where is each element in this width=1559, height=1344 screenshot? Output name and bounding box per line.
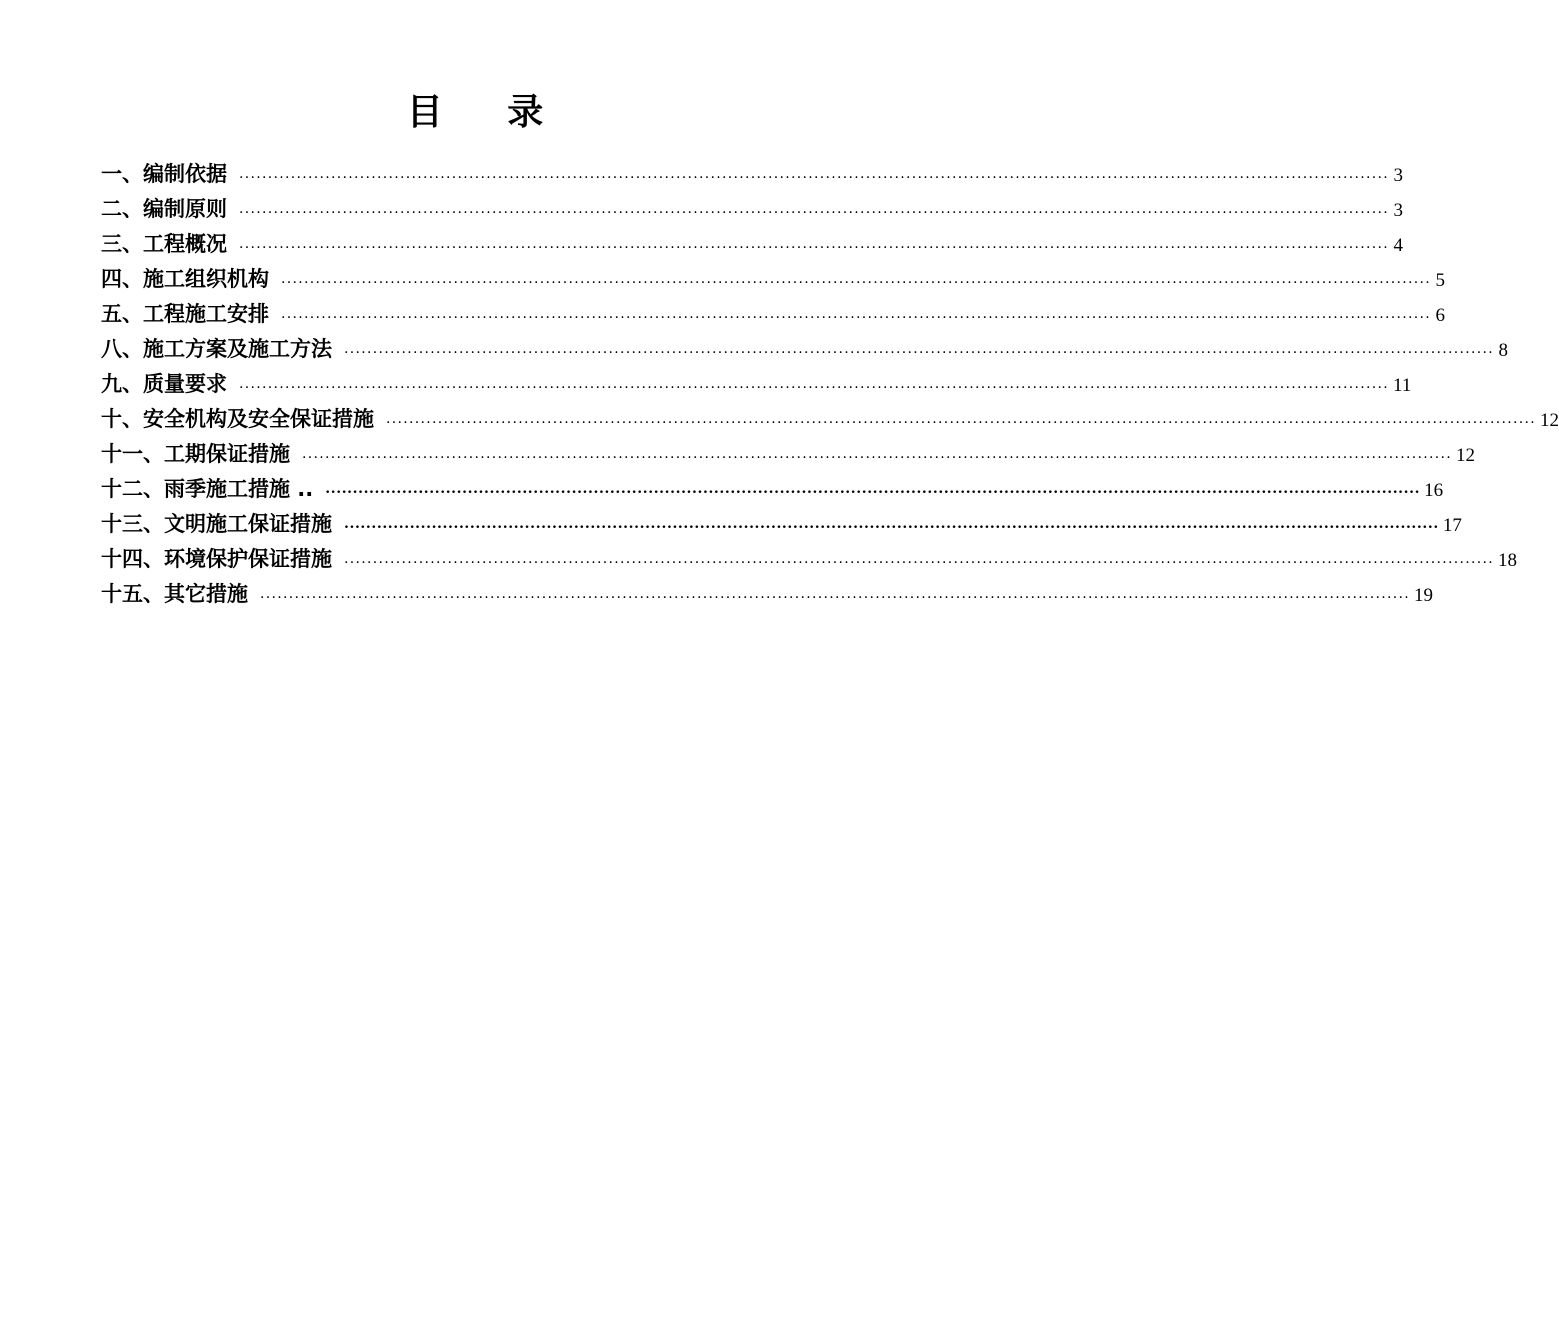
toc-leader-dots: ........................................................................................................................................................................................................ <box>325 481 1421 497</box>
toc-entry-label: 十三、文明施工保证措施 <box>101 512 332 536</box>
toc-entry[interactable] <box>101 332 1509 367</box>
toc-entry-page: 6 <box>1435 305 1446 326</box>
toc-entry-page: 11 <box>1393 375 1412 396</box>
toc-entry[interactable] <box>101 577 1434 612</box>
toc-entry-page: 12 <box>1456 445 1476 466</box>
toc-entry-page: 4 <box>1393 235 1404 256</box>
toc-entry[interactable] <box>101 542 1518 577</box>
toc-entry-page: 8 <box>1498 340 1509 361</box>
toc-leader-dots: ........................................................................................................................................................................................................ <box>239 236 1390 252</box>
toc-entry-page: 17 <box>1442 515 1462 536</box>
toc-entry-label: 十、安全机构及安全保证措施 <box>101 407 374 431</box>
toc-leader-dots: ........................................................................................................................................................................................................ <box>239 376 1390 392</box>
toc-entry-label: 四、施工组织机构 <box>101 267 269 291</box>
toc-leader-dots: ........................................................................................................................................................................................................ <box>344 551 1495 567</box>
toc-entry[interactable] <box>101 157 1404 192</box>
toc-leader-dots: ........................................................................................................................................................................................................ <box>281 306 1432 322</box>
toc-entry-label: 九、质量要求 <box>101 372 227 396</box>
toc-entry-label: 十五、其它措施 <box>101 582 248 606</box>
toc-entry[interactable] <box>101 437 1476 472</box>
toc-entry-page: 16 <box>1424 480 1444 501</box>
toc-entry[interactable] <box>101 192 1404 227</box>
toc-entry[interactable] <box>101 402 1559 437</box>
toc-entry-label: 五、工程施工安排 <box>101 302 269 326</box>
toc-entry[interactable] <box>101 297 1446 332</box>
toc-entry-label: 二、编制原则 <box>101 197 227 221</box>
toc-leader-dots: ........................................................................................................................................................................................................ <box>281 271 1432 287</box>
toc-entry-page: 3 <box>1393 200 1404 221</box>
toc-entry-label: 八、施工方案及施工方法 <box>101 337 332 361</box>
toc-leader-dots: ........................................................................................................................................................................................................ <box>239 201 1390 217</box>
toc-entry-page: 5 <box>1435 270 1446 291</box>
toc-entry-label: 十四、环境保护保证措施 <box>101 547 332 571</box>
toc-entry-label: 十一、工期保证措施 <box>101 442 290 466</box>
toc-entry-page: 18 <box>1498 550 1518 571</box>
toc-leader-dots: ........................................................................................................................................................................................................ <box>239 166 1390 182</box>
page-title: 目 录 <box>406 91 570 133</box>
toc-leader-dots: ........................................................................................................................................................................................................ <box>344 341 1495 357</box>
toc-leader-dots: ........................................................................................................................................................................................................ <box>260 586 1411 602</box>
toc-entry-label: 一、编制依据 <box>101 162 227 186</box>
toc-entry-page: 3 <box>1393 165 1404 186</box>
toc-entry[interactable] <box>101 262 1446 297</box>
toc-entry-label: 十二、雨季施工措施 .. <box>101 477 314 501</box>
table-of-contents <box>101 157 1559 612</box>
toc-leader-dots: ........................................................................................................................................................................................................ <box>302 446 1453 462</box>
toc-entry-page: 12 <box>1540 410 1559 431</box>
toc-leader-dots: ........................................................................................................................................................................................................ <box>344 516 1439 532</box>
toc-entry-page: 19 <box>1414 585 1434 606</box>
toc-entry[interactable] <box>101 227 1404 262</box>
toc-entry-label: 三、工程概况 <box>101 232 227 256</box>
toc-entry[interactable] <box>101 367 1412 402</box>
toc-leader-dots: ........................................................................................................................................................................................................ <box>386 411 1537 427</box>
toc-entry[interactable] <box>101 472 1444 507</box>
toc-entry[interactable] <box>101 507 1462 542</box>
